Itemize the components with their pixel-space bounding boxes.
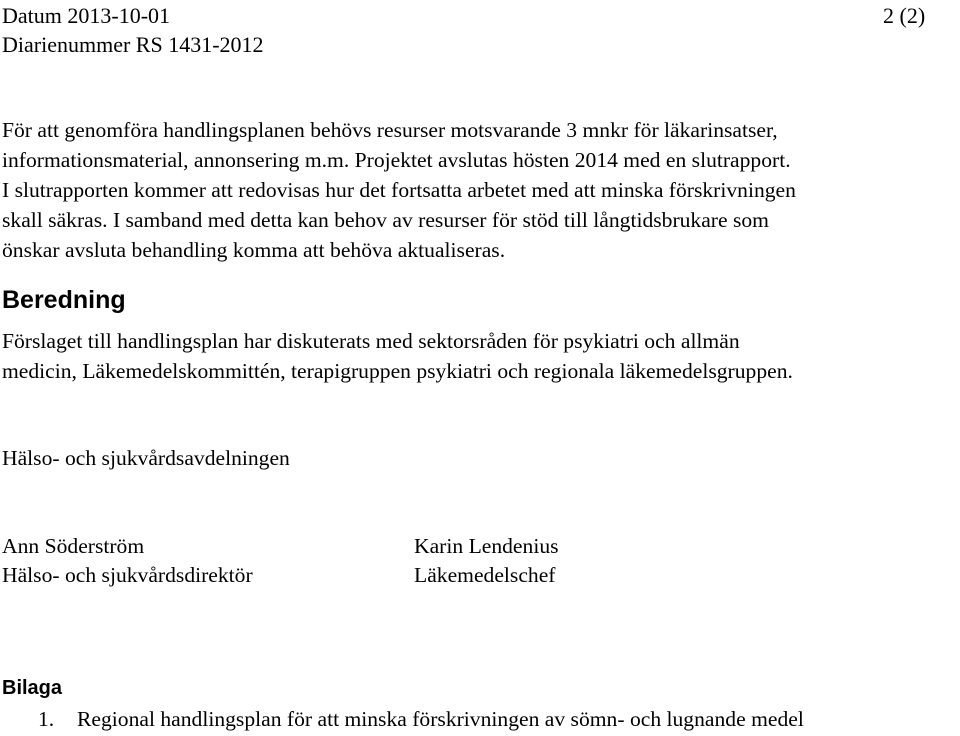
paragraph-line: skall säkras. I samband med detta kan behov av resurser för stöd till långtidsbrukare som: [2, 208, 769, 232]
signatory-left-name: Ann Söderström: [2, 534, 145, 558]
page-number: 2 (2): [883, 3, 926, 28]
signatory-right-title: Läkemedelschef: [414, 563, 556, 587]
signatory-left-title: Hälso- och sjukvårdsdirektör: [2, 563, 253, 587]
body-paragraph-preparation: [2, 326, 952, 386]
body-paragraph-funding: [2, 115, 952, 265]
heading-bilaga: Bilaga: [2, 677, 63, 699]
paragraph-line: För att genomföra handlingsplanen behövs resurser motsvarande 3 mnkr för läkarinsatser,: [2, 118, 778, 142]
paragraph-line: önskar avsluta behandling komma att behöva aktualiseras.: [2, 238, 506, 262]
signatory-right-name: Karin Lendenius: [414, 534, 559, 558]
heading-beredning: Beredning: [2, 286, 126, 314]
paragraph-line: I slutrapporten kommer att redovisas hur det fortsatta arbetet med att minska förskrivningen: [2, 178, 796, 202]
paragraph-line: informationsmaterial, annonsering m.m. Projektet avslutas hösten 2014 med en slutrapport.: [2, 148, 791, 172]
attachment-number: 1.: [38, 707, 55, 731]
registration-number: Diarienummer RS 1431-2012: [2, 32, 264, 57]
attachment-title: Regional handlingsplan för att minska förskrivningen av sömn- och lugnande medel: [77, 707, 804, 731]
paragraph-line: medicin, Läkemedelskommittén, terapigruppen psykiatri och regionala läkemedelsgruppen.: [2, 359, 793, 383]
paragraph-line: Förslaget till handlingsplan har diskuterats med sektorsråden för psykiatri och allmän: [2, 329, 740, 353]
department-name: Hälso- och sjukvårdsavdelningen: [2, 446, 290, 470]
document-date: Datum 2013-10-01: [2, 3, 171, 28]
